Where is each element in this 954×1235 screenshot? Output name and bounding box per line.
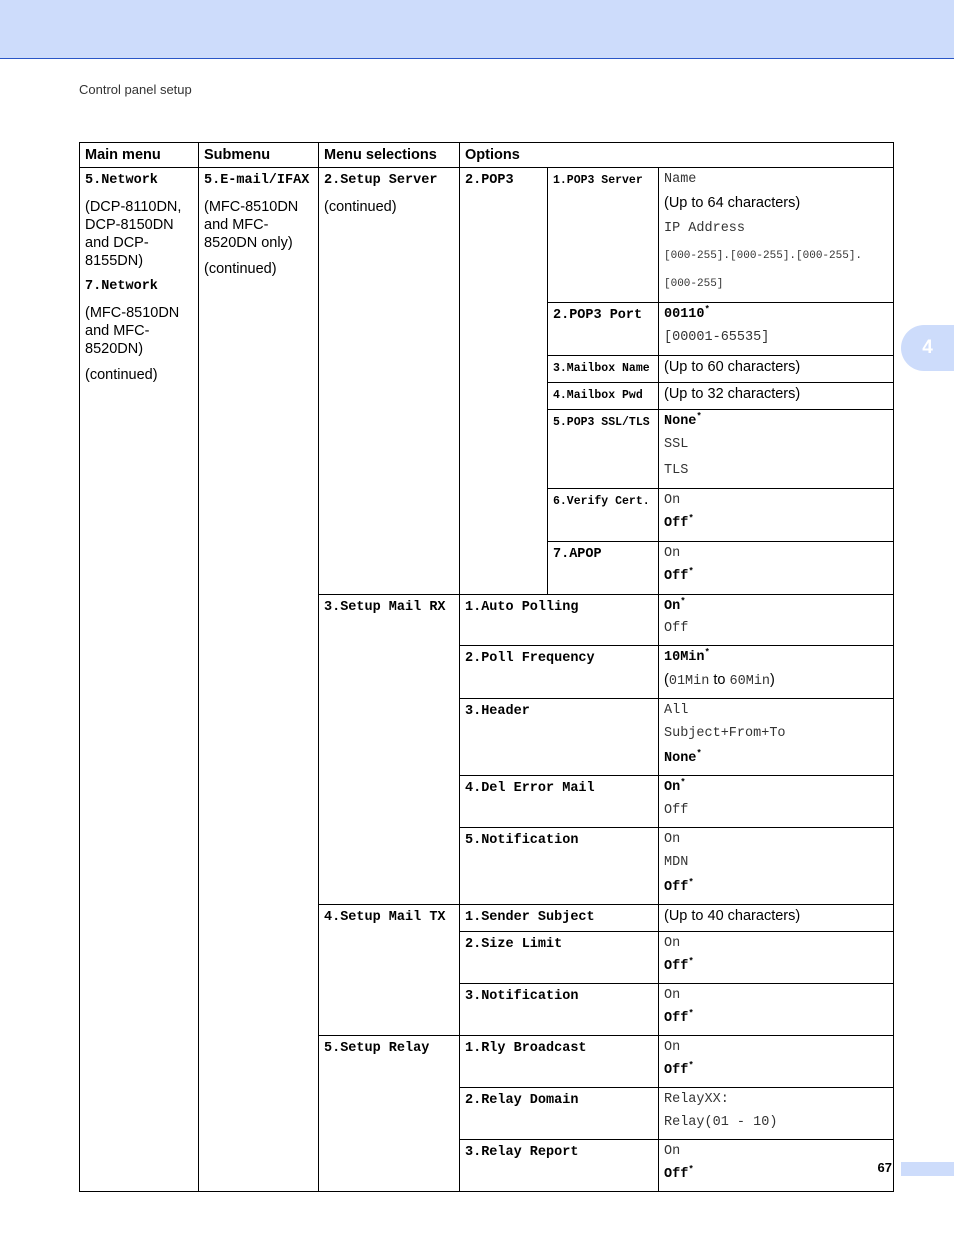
submenu-item-email-ifax: 5.E-mail/IFAX [204,173,310,188]
chapter-tab[interactable]: 4 [901,325,954,371]
value-none: None* [664,748,702,766]
value-pop3-ssl-tls [659,410,894,489]
value-tls: TLS [664,463,689,478]
header-options: Options [460,143,894,168]
value-on: On [664,1040,681,1055]
submenu-note: (MFC-8510DN and MFC-8520DN only) [204,199,299,251]
relay-report-label: 3.Relay Report [465,1145,579,1160]
setup-mail-tx-label: 4.Setup Mail TX [324,910,446,925]
value-notification-rx [659,828,894,905]
option-group-pop3 [460,168,548,595]
option-rly-broadcast [460,1036,659,1088]
setup-server-continued: (continued) [324,199,397,215]
option-notification-tx [460,984,659,1036]
relay-domain-label: 2.Relay Domain [465,1093,579,1108]
option-mailbox-pwd [548,383,659,410]
notification-tx-label: 3.Notification [465,989,579,1004]
value-notification-tx [659,984,894,1036]
sender-subject-label: 1.Sender Subject [465,910,595,925]
value-pop3-server [659,168,894,303]
value-port-range: [00001-65535] [664,330,770,345]
value-on: On* [664,596,686,614]
top-banner [0,0,954,59]
value-on: On* [664,777,686,795]
value-off: Off* [664,1008,694,1026]
value-none: None* [664,411,702,429]
rly-broadcast-label: 1.Rly Broadcast [465,1041,587,1056]
main-menu-note-alt: (MFC-8510DN and MFC-8520DN) [85,305,180,357]
value-ssl: SSL [664,437,689,452]
value-00110: 00110* [664,304,710,322]
header-main-menu: Main menu [80,143,199,168]
value-off: Off* [664,956,694,974]
value-up-to-64: (Up to 64 characters) [664,195,801,211]
value-rly-broadcast [659,1036,894,1088]
del-error-mail-label: 4.Del Error Mail [465,781,595,796]
option-relay-report [460,1140,659,1192]
value-10min: 10Min* [664,647,710,665]
value-relayxx: RelayXX: [664,1092,729,1107]
value-relay-report [659,1140,894,1192]
option-apop [548,542,659,595]
pop3-ssl-tls-label: 5.POP3 SSL/TLS [553,416,650,429]
option-size-limit [460,932,659,984]
apop-label: 7.APOP [553,547,602,562]
value-ip-range: [000-255].[000-255].[000-255].[000-255] [664,250,863,290]
page-footer-bar [901,1162,954,1176]
main-menu-item-network-alt: 7.Network [85,279,158,294]
page-number: 67 [877,1160,892,1175]
table-header-row [80,143,894,168]
selection-setup-relay [319,1036,460,1192]
value-sender-subject: (Up to 40 characters) [659,905,894,932]
value-on: On [664,832,681,847]
menu-table [79,142,894,1192]
value-off: Off* [664,1060,694,1078]
poll-frequency-label: 2.Poll Frequency [465,651,595,666]
value-relay-range: Relay(01 - 10) [664,1115,778,1130]
value-off: Off* [664,1164,694,1182]
breadcrumb: Control panel setup [79,82,192,97]
value-mdn: MDN [664,855,689,870]
mailbox-pwd-label: 4.Mailbox Pwd [553,389,643,402]
option-verify-cert [548,489,659,542]
value-relay-domain [659,1088,894,1140]
selection-setup-server [319,168,460,595]
main-menu-continued: (continued) [85,367,158,383]
setup-mail-rx-label: 3.Setup Mail RX [324,600,446,615]
option-sender-subject [460,905,659,932]
option-del-error-mail [460,776,659,828]
value-del-error-mail [659,776,894,828]
header-label: 3.Header [465,704,530,719]
pop3-label: 2.POP3 [465,173,514,188]
value-on: On [664,988,681,1003]
value-header [659,699,894,776]
value-all: All [664,703,689,718]
header-submenu: Submenu [199,143,319,168]
table-row [80,168,894,303]
option-header [460,699,659,776]
setup-relay-label: 5.Setup Relay [324,1041,430,1056]
auto-polling-label: 1.Auto Polling [465,600,579,615]
value-off: Off [664,621,689,636]
size-limit-label: 2.Size Limit [465,937,563,952]
value-mailbox-name: (Up to 60 characters) [659,356,894,383]
submenu-continued: (continued) [204,261,277,277]
option-pop3-port [548,303,659,356]
value-size-limit [659,932,894,984]
option-mailbox-name [548,356,659,383]
value-on: On [664,493,681,508]
main-menu-item-network: 5.Network [85,173,158,188]
value-off: Off* [664,513,694,531]
main-menu-cell [80,168,199,1192]
selection-setup-mail-tx [319,905,460,1036]
value-off: Off* [664,877,694,895]
selection-setup-mail-rx [319,595,460,905]
value-on: On [664,546,681,561]
value-apop [659,542,894,595]
value-poll-range: (01Min to 60Min) [664,672,775,689]
value-pop3-port [659,303,894,356]
value-mailbox-pwd: (Up to 32 characters) [659,383,894,410]
option-pop3-server [548,168,659,303]
main-menu-note: (DCP-8110DN, DCP-8150DN and DCP-8155DN) [85,199,182,269]
mailbox-name-label: 3.Mailbox Name [553,362,650,375]
value-name: Name [664,172,697,187]
option-pop3-ssl-tls [548,410,659,489]
value-off: Off* [664,566,694,584]
value-on: On [664,1144,681,1159]
setup-server-label: 2.Setup Server [324,173,438,188]
value-poll-frequency [659,646,894,699]
header-menu-selections: Menu selections [319,143,460,168]
option-auto-polling [460,595,659,646]
value-on: On [664,936,681,951]
option-notification-rx [460,828,659,905]
notification-rx-label: 5.Notification [465,833,579,848]
value-subject-from-to: Subject+From+To [664,726,786,741]
value-auto-polling [659,595,894,646]
verify-cert-label: 6.Verify Cert. [553,495,650,508]
submenu-cell [199,168,319,1192]
pop3-server-label: 1.POP3 Server [553,174,643,187]
value-ip-address: IP Address [664,221,746,236]
option-relay-domain [460,1088,659,1140]
option-poll-frequency [460,646,659,699]
value-verify-cert [659,489,894,542]
value-off: Off [664,803,689,818]
pop3-port-label: 2.POP3 Port [553,308,643,323]
